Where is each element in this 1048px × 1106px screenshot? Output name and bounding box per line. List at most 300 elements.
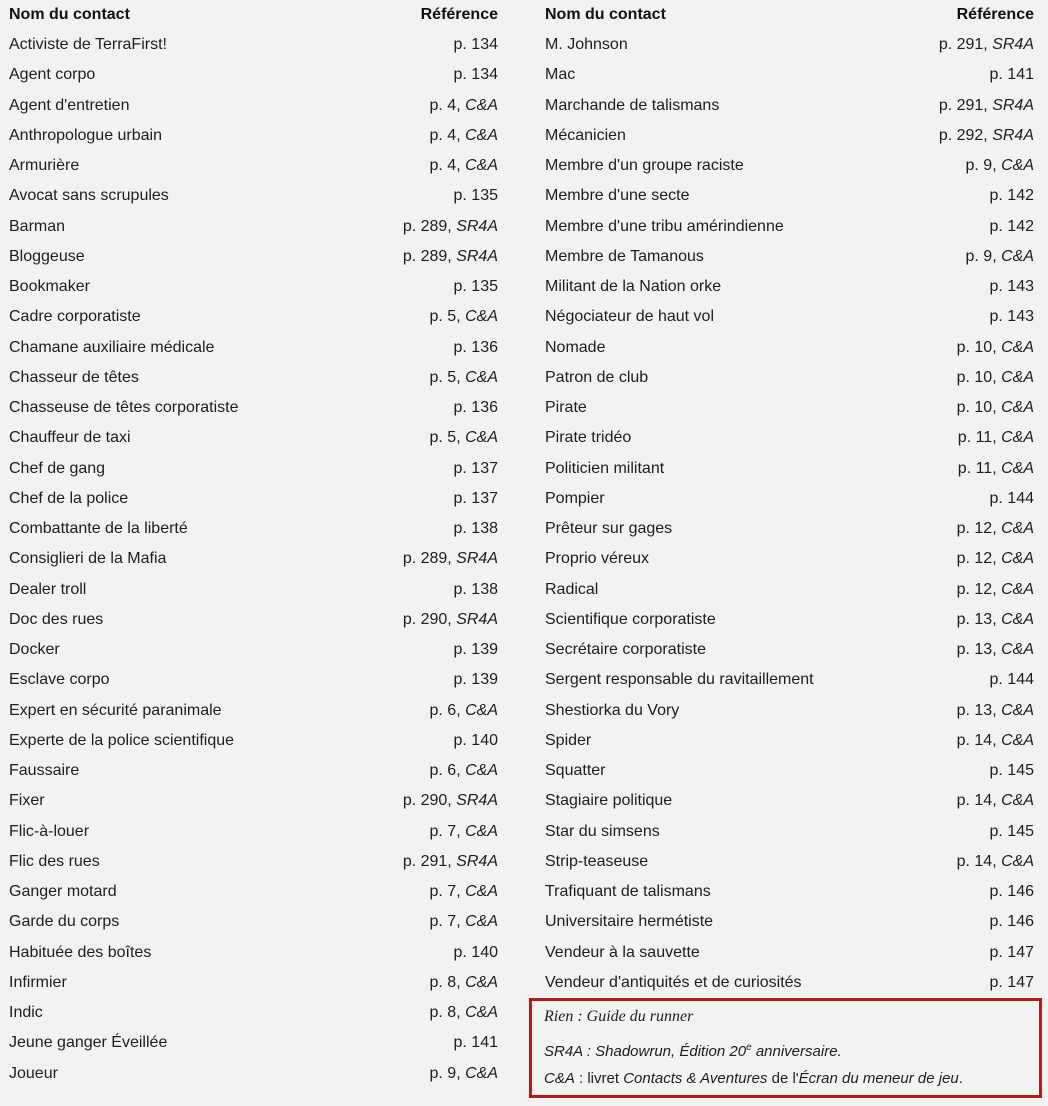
reference-page: p. 4,: [429, 126, 461, 144]
reference-page: p. 13,: [956, 610, 997, 628]
reference-page: p. 145: [989, 822, 1034, 840]
contact-reference: [990, 272, 1034, 302]
reference-source: C&A: [1001, 701, 1034, 719]
contact-row: [0, 181, 508, 211]
reference-source: C&A: [465, 1064, 498, 1082]
contact-reference: [403, 242, 498, 272]
contact-reference: [990, 817, 1034, 847]
contact-name: Combattante de la liberté: [9, 520, 188, 538]
reference-page: p. 9,: [965, 157, 997, 175]
contact-name: Faussaire: [9, 762, 80, 780]
contact-row: [0, 605, 508, 635]
contact-row: [536, 423, 1044, 453]
reference-page: p. 289,: [402, 217, 452, 235]
contact-row: [0, 393, 508, 423]
header-name: Nom du contact: [545, 6, 666, 23]
contact-reference: [990, 181, 1034, 211]
reference-page: p. 146: [989, 913, 1034, 931]
contact-name: Pirate: [545, 399, 587, 417]
reference-source: C&A: [465, 157, 498, 175]
contact-row: [0, 1059, 508, 1089]
reference-page: p. 143: [989, 278, 1034, 296]
reference-source: C&A: [1001, 580, 1034, 598]
contact-row: [536, 786, 1044, 816]
contact-name: Agent corpo: [9, 66, 96, 84]
contact-name: Vendeur à la sauvette: [545, 943, 700, 961]
reference-source: C&A: [1001, 610, 1034, 628]
contact-name: Cadre corporatiste: [9, 308, 141, 326]
contact-name: Squatter: [545, 762, 606, 780]
contact-row: [0, 938, 508, 968]
reference-source: C&A: [1001, 792, 1034, 810]
contact-row: [536, 212, 1044, 242]
reference-page: p. 136: [453, 399, 498, 417]
reference-page: p. 143: [989, 308, 1034, 326]
reference-source: SR4A: [456, 610, 498, 628]
contact-row: [536, 91, 1044, 121]
contact-name: Joueur: [9, 1064, 58, 1082]
contact-name: Scientifique corporatiste: [545, 610, 716, 628]
contact-reference: [403, 786, 498, 816]
header-reference: Référence: [420, 6, 498, 23]
reference-page: p. 137: [453, 459, 498, 477]
contact-reference: [957, 514, 1034, 544]
contact-name: Flic-à-louer: [9, 822, 90, 840]
reference-source: SR4A: [992, 126, 1034, 144]
reference-page: p. 290,: [402, 610, 452, 628]
reference-source: C&A: [465, 429, 498, 447]
reference-page: p. 7,: [429, 822, 461, 840]
reference-page: p. 10,: [956, 399, 997, 417]
contact-name: Dealer troll: [9, 580, 87, 598]
contact-row: [0, 363, 508, 393]
contact-row: [536, 121, 1044, 151]
contact-row: [0, 968, 508, 998]
contact-row: [0, 575, 508, 605]
contact-name: Barman: [9, 217, 66, 235]
reference-page: p. 4,: [429, 157, 461, 175]
contact-reference: [957, 786, 1034, 816]
contacts-column-right: [536, 0, 1044, 998]
legend-mid-ca: de l': [767, 1070, 799, 1087]
contact-row: [0, 91, 508, 121]
reference-page: p. 291,: [938, 96, 988, 114]
contact-row: [0, 726, 508, 756]
contact-row: [536, 242, 1044, 272]
contact-row: [0, 847, 508, 877]
reference-page: p. 6,: [429, 762, 461, 780]
contact-reference: [430, 91, 499, 121]
contact-row: [536, 333, 1044, 363]
contact-reference: [939, 121, 1034, 151]
contact-name: Chauffeur de taxi: [9, 429, 131, 447]
reference-page: p. 4,: [429, 96, 461, 114]
contact-row: [0, 151, 508, 181]
legend-line-ca: [544, 1063, 1033, 1094]
reference-page: p. 5,: [429, 308, 461, 326]
contact-row: [536, 817, 1044, 847]
contact-row: [0, 242, 508, 272]
contact-reference: [430, 363, 499, 393]
contact-row: [0, 665, 508, 695]
contact-name: Expert en sécurité paranimale: [9, 701, 222, 719]
contact-reference: [990, 877, 1034, 907]
contact-row: [536, 907, 1044, 937]
contact-reference: [990, 968, 1034, 998]
contact-row: [536, 514, 1044, 544]
contact-row: [0, 817, 508, 847]
contact-name: Doc des rues: [9, 610, 104, 628]
reference-page: p. 142: [989, 187, 1034, 205]
reference-source: SR4A: [992, 96, 1034, 114]
contact-reference: [957, 393, 1034, 423]
reference-source: C&A: [1001, 641, 1034, 659]
reference-source: C&A: [465, 913, 498, 931]
contact-reference: [958, 423, 1034, 453]
reference-page: p. 8,: [429, 1004, 461, 1022]
reference-page: p. 7,: [429, 883, 461, 901]
contact-reference: [939, 91, 1034, 121]
contact-name: Stagiaire politique: [545, 792, 673, 810]
reference-page: p. 289,: [402, 247, 452, 265]
contact-row: [0, 998, 508, 1028]
reference-page: p. 144: [989, 489, 1034, 507]
reference-source: C&A: [1001, 399, 1034, 417]
reference-page: p. 14,: [956, 852, 997, 870]
contact-reference: [957, 726, 1034, 756]
contact-reference: [430, 302, 499, 332]
contact-reference: [403, 605, 498, 635]
contact-name: Fixer: [9, 792, 45, 810]
contact-reference: [957, 635, 1034, 665]
contact-name: Chef de la police: [9, 489, 129, 507]
contact-row: [536, 575, 1044, 605]
contact-name: Mac: [545, 66, 576, 84]
contact-name: Anthropologue urbain: [9, 126, 163, 144]
reference-page: p. 141: [989, 66, 1034, 84]
reference-page: p. 6,: [429, 701, 461, 719]
reference-source: C&A: [465, 883, 498, 901]
contact-row: [536, 393, 1044, 423]
reference-source: C&A: [1001, 852, 1034, 870]
contact-reference: [430, 907, 499, 937]
contact-row: [536, 151, 1044, 181]
contact-reference: [990, 212, 1034, 242]
contact-row: [0, 514, 508, 544]
contact-row: [0, 484, 508, 514]
reference-source: C&A: [465, 308, 498, 326]
contact-reference: [454, 726, 498, 756]
contact-name: Pirate tridéo: [545, 429, 632, 447]
reference-page: p. 141: [453, 1034, 498, 1052]
contact-name: Chasseuse de têtes corporatiste: [9, 399, 239, 417]
reference-page: p. 135: [453, 187, 498, 205]
reference-source: C&A: [1001, 338, 1034, 356]
contact-name: Experte de la police scientifique: [9, 731, 235, 749]
reference-page: p. 14,: [956, 731, 997, 749]
reference-source: C&A: [1001, 731, 1034, 749]
contact-row: [536, 877, 1044, 907]
legend-abbr-ca: C&A: [544, 1070, 575, 1087]
contact-reference: [957, 696, 1034, 726]
contact-row: [0, 212, 508, 242]
contact-reference: [454, 1028, 498, 1058]
reference-page: p. 12,: [956, 520, 997, 538]
reference-source: C&A: [1001, 157, 1034, 175]
contact-reference: [454, 60, 498, 90]
contact-reference: [454, 575, 498, 605]
contact-name: Shestiorka du Vory: [545, 701, 680, 719]
contact-row: [0, 1028, 508, 1058]
reference-page: p. 140: [453, 731, 498, 749]
contact-reference: [454, 484, 498, 514]
reference-page: p. 147: [989, 973, 1034, 991]
contact-name: Activiste de TerraFirst!: [9, 36, 167, 54]
reference-page: p. 290,: [402, 792, 452, 810]
reference-page: p. 13,: [956, 701, 997, 719]
legend-tail-sr4a: anniversaire.: [751, 1043, 842, 1060]
reference-source: SR4A: [456, 550, 498, 568]
contact-row: [536, 968, 1044, 998]
contact-reference: [957, 575, 1034, 605]
contact-name: Pompier: [545, 489, 605, 507]
contact-name: Docker: [9, 641, 60, 659]
reference-page: p. 139: [453, 671, 498, 689]
contact-name: Marchande de talismans: [545, 96, 720, 114]
contact-reference: [454, 938, 498, 968]
legend-text-sr4a: : Shadowrun, Édition 20: [582, 1043, 747, 1060]
contacts-column-left: [0, 0, 508, 1089]
legend-end-ca: .: [958, 1070, 963, 1087]
contact-reference: [454, 454, 498, 484]
reference-page: p. 140: [453, 943, 498, 961]
contact-reference: [990, 302, 1034, 332]
reference-source: C&A: [1001, 520, 1034, 538]
contact-row: [0, 877, 508, 907]
reference-page: p. 9,: [429, 1064, 461, 1082]
contact-reference: [403, 212, 498, 242]
contact-row: [0, 786, 508, 816]
reference-source: C&A: [465, 1004, 498, 1022]
reference-page: p. 145: [989, 762, 1034, 780]
legend-line-guide: Rien : Guide du runner: [544, 1008, 694, 1025]
reference-source: C&A: [1001, 247, 1034, 265]
reference-page: p. 146: [989, 883, 1034, 901]
reference-source: SR4A: [456, 247, 498, 265]
contact-row: [0, 696, 508, 726]
contact-name: Esclave corpo: [9, 671, 110, 689]
reference-source: C&A: [465, 701, 498, 719]
contact-reference: [454, 30, 498, 60]
contact-reference: [990, 484, 1034, 514]
contact-name: Membre d'une tribu amérindienne: [545, 217, 784, 235]
reference-page: p. 135: [453, 278, 498, 296]
contact-reference: [966, 242, 1035, 272]
reference-page: p. 289,: [402, 550, 452, 568]
reference-page: p. 8,: [429, 973, 461, 991]
contacts-list-left: [0, 30, 508, 1089]
reference-page: p. 10,: [956, 368, 997, 386]
header-name: Nom du contact: [9, 6, 130, 23]
contact-name: Chef de gang: [9, 459, 106, 477]
contact-row: [536, 181, 1044, 211]
contact-row: [0, 544, 508, 574]
contact-name: Chamane auxiliaire médicale: [9, 338, 215, 356]
reference-source: C&A: [1001, 368, 1034, 386]
reference-page: p. 147: [989, 943, 1034, 961]
contact-row: [0, 60, 508, 90]
contact-name: Vendeur d'antiquités et de curiosités: [545, 973, 802, 991]
contact-row: [0, 30, 508, 60]
contact-row: [536, 605, 1044, 635]
contact-row: [0, 454, 508, 484]
contact-name: Spider: [545, 731, 592, 749]
reference-source: C&A: [465, 762, 498, 780]
contact-name: Agent d'entretien: [9, 96, 130, 114]
contact-name: Membre de Tamanous: [545, 247, 704, 265]
contact-name: Armurière: [9, 157, 80, 175]
contact-reference: [957, 333, 1034, 363]
contact-reference: [454, 665, 498, 695]
legend-text-ca: : livret: [574, 1070, 624, 1087]
contact-row: [536, 696, 1044, 726]
contact-name: Consiglieri de la Mafia: [9, 550, 167, 568]
reference-page: p. 292,: [938, 126, 988, 144]
reference-page: p. 11,: [957, 459, 997, 477]
contact-row: [536, 726, 1044, 756]
contact-reference: [454, 333, 498, 363]
contact-name: Flic des rues: [9, 852, 100, 870]
contact-name: Négociateur de haut vol: [545, 308, 714, 326]
contact-reference: [430, 968, 499, 998]
contact-name: Bookmaker: [9, 278, 90, 296]
contact-reference: [454, 393, 498, 423]
column-header: [0, 0, 508, 30]
header-reference: Référence: [956, 6, 1034, 23]
contact-row: [0, 121, 508, 151]
contact-row: [536, 363, 1044, 393]
contact-row: [536, 756, 1044, 786]
contact-reference: [430, 998, 499, 1028]
contact-name: Bloggeuse: [9, 247, 85, 265]
contact-name: Garde du corps: [9, 913, 120, 931]
contact-reference: [454, 635, 498, 665]
contact-row: [0, 333, 508, 363]
reference-source: C&A: [465, 822, 498, 840]
contact-name: Militant de la Nation orke: [545, 278, 722, 296]
contact-row: [0, 272, 508, 302]
contact-name: Radical: [545, 580, 599, 598]
contact-reference: [430, 151, 499, 181]
contact-reference: [430, 1059, 499, 1089]
contact-reference: [403, 847, 498, 877]
reference-source: C&A: [465, 96, 498, 114]
reference-page: p. 12,: [956, 550, 997, 568]
reference-source: C&A: [1001, 550, 1034, 568]
reference-source: C&A: [1001, 459, 1034, 477]
reference-page: p. 13,: [956, 641, 997, 659]
contact-name: Trafiquant de talismans: [545, 883, 711, 901]
reference-source: C&A: [465, 126, 498, 144]
contact-row: [0, 302, 508, 332]
contact-reference: [430, 817, 499, 847]
reference-page: p. 138: [453, 580, 498, 598]
contact-row: [0, 756, 508, 786]
legend-superscript: e: [746, 1042, 752, 1053]
contact-row: [536, 272, 1044, 302]
contact-reference: [454, 181, 498, 211]
reference-page: p. 12,: [956, 580, 997, 598]
reference-page: p. 5,: [429, 429, 461, 447]
reference-page: p. 136: [453, 338, 498, 356]
contact-reference: [958, 454, 1034, 484]
contact-name: Membre d'un groupe raciste: [545, 157, 744, 175]
contact-row: [536, 484, 1044, 514]
contact-name: Star du simsens: [545, 822, 660, 840]
contact-reference: [454, 272, 498, 302]
contact-reference: [990, 907, 1034, 937]
reference-page: p. 10,: [956, 338, 997, 356]
contact-row: [536, 60, 1044, 90]
contact-row: [536, 635, 1044, 665]
contact-row: [0, 635, 508, 665]
contact-row: [536, 665, 1044, 695]
reference-page: p. 291,: [938, 36, 988, 54]
reference-page: p. 144: [989, 671, 1034, 689]
source-legend: [529, 998, 1042, 1098]
contact-name: Infirmier: [9, 973, 67, 991]
contact-name: Sergent responsable du ravitaillement: [545, 671, 814, 689]
contact-name: Proprio véreux: [545, 550, 650, 568]
reference-source: SR4A: [456, 792, 498, 810]
legend-line-sr4a: [544, 1032, 1033, 1063]
contact-reference: [957, 847, 1034, 877]
contact-reference: [430, 423, 499, 453]
contact-name: Ganger motard: [9, 883, 117, 901]
contact-row: [536, 454, 1044, 484]
contact-name: Secrétaire corporatiste: [545, 641, 706, 659]
legend-title-ecran: Écran du meneur de jeu: [798, 1070, 959, 1087]
contact-name: M. Johnson: [545, 36, 628, 54]
reference-source: C&A: [1001, 429, 1034, 447]
reference-page: p. 5,: [429, 368, 461, 386]
contact-reference: [454, 514, 498, 544]
contact-reference: [430, 877, 499, 907]
contact-row: [0, 423, 508, 453]
contact-name: Jeune ganger Éveillée: [9, 1034, 168, 1052]
contact-reference: [430, 121, 499, 151]
reference-page: p. 9,: [965, 247, 997, 265]
reference-source: C&A: [465, 368, 498, 386]
contact-reference: [957, 544, 1034, 574]
reference-page: p. 134: [453, 66, 498, 84]
contact-row: [536, 302, 1044, 332]
contact-reference: [990, 938, 1034, 968]
contact-name: Strip-teaseuse: [545, 852, 649, 870]
contact-name: Mécanicien: [545, 126, 626, 144]
reference-page: p. 138: [453, 520, 498, 538]
contact-reference: [990, 60, 1034, 90]
contact-name: Nomade: [545, 338, 606, 356]
reference-page: p. 142: [989, 217, 1034, 235]
reference-source: SR4A: [456, 852, 498, 870]
reference-page: p. 7,: [429, 913, 461, 931]
legend-abbr-sr4a: SR4A: [544, 1043, 583, 1060]
contact-row: [536, 544, 1044, 574]
reference-page: p. 137: [453, 489, 498, 507]
contact-reference: [430, 756, 499, 786]
contact-reference: [957, 605, 1034, 635]
